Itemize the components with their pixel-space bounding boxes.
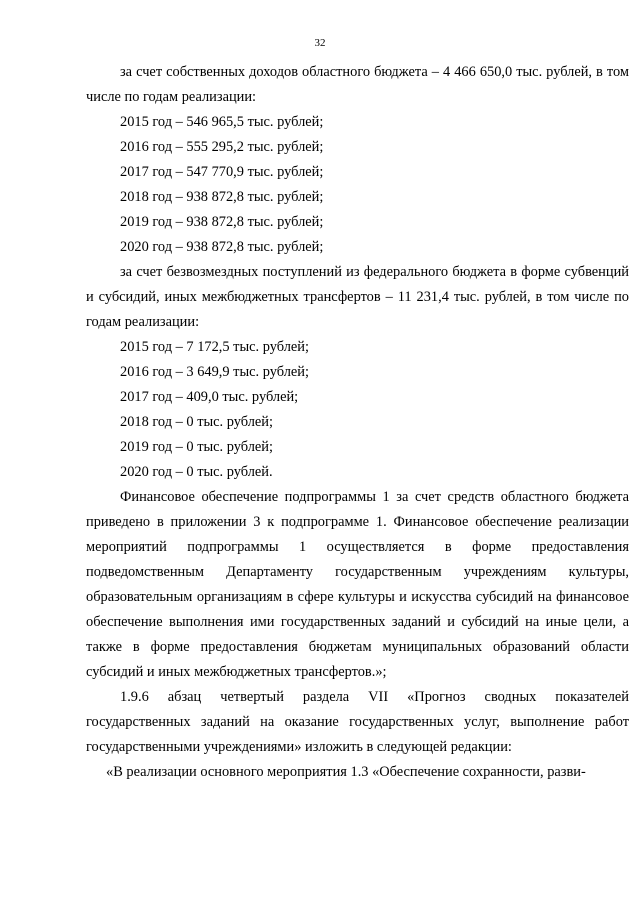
paragraph-financial-support: Финансовое обеспечение подпрограммы 1 за счет средств областного бюджета приведено в приложении 3 к подпрограмме 1. Финансовое обеспечение реализации мероприятий подпрограммы 1 осуществляется в форме предоставления подведомственным Департаменту государственным учреждениям культуры, образовательным организациям в сфере культуры и искусства субсидий на финансовое обеспечение выполнения ими государственных заданий и субсидий на иные цели, а также в форме предоставления бюджетам муниципальных образований области субсидий и иных межбюджетных трансфертов.»; [86,489,629,680]
page-number: 32 [314,37,326,49]
paragraph-quote-start: «В реализации основного мероприятия 1.3 «Обеспечение сохранности, разви- [106,764,586,780]
list-item: 2017 год – 547 770,9 тыс. рублей; [120,164,324,180]
list-item: 2019 год – 0 тыс. рублей; [120,439,273,455]
paragraph-section-amendment: 1.9.6 абзац четвертый раздела VII «Прогноз сводных показателей государственных заданий на оказание государственных услуг, выполнение работ государственными учреждениями» изложить в следующей редакции: [86,689,629,755]
paragraph-federal-transfers: за счет безвозмездных поступлений из федерального бюджета в форме субвенций и субсидий, иных межбюджетных трансфертов – 11 231,4 тыс. рублей, в том числе по годам реализации: [86,264,629,330]
list-item: 2017 год – 409,0 тыс. рублей; [120,389,299,405]
list-item: 2015 год – 7 172,5 тыс. рублей; [120,339,309,355]
list-item: 2020 год – 0 тыс. рублей. [120,464,273,480]
list-item: 2018 год – 938 872,8 тыс. рублей; [120,189,324,205]
list-item: 2016 год – 555 295,2 тыс. рублей; [120,139,324,155]
paragraph-own-revenues: за счет собственных доходов областного бюджета – 4 466 650,0 тыс. рублей, в том числе по годам реализации: [86,64,629,105]
list-item: 2019 год – 938 872,8 тыс. рублей; [120,214,324,230]
list-item: 2016 год – 3 649,9 тыс. рублей; [120,364,309,380]
document-body [86,60,629,785]
list-item: 2020 год – 938 872,8 тыс. рублей; [120,239,324,255]
list-item: 2015 год – 546 965,5 тыс. рублей; [120,114,324,130]
list-item: 2018 год – 0 тыс. рублей; [120,414,273,430]
